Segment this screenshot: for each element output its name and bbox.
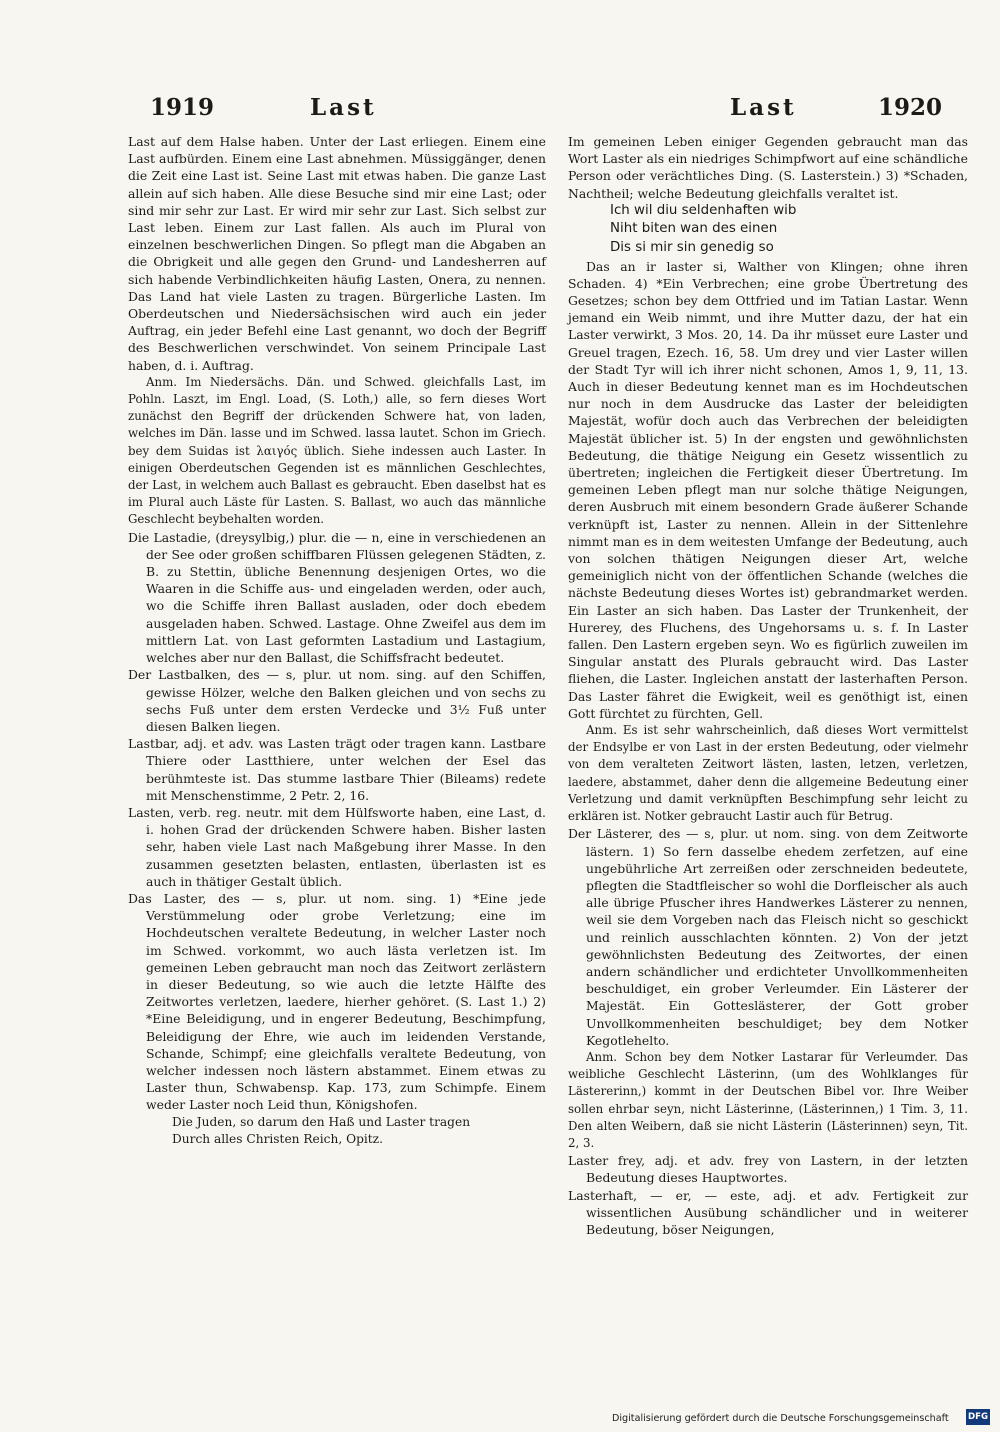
right-column xyxy=(568,133,968,1237)
entry-lasten: Lasten, verb. reg. neutr. mit dem Hülfsworte haben, eine Last, d. i. hohen Grad der drückenden Schwere haben. Bisher lasten sehr, haben viele Last nach Maßgebung ihrer Masse. In den zusammen gesetzten belasten, entlasten, überlasten ist es auch in thätiger Gestalt üblich. xyxy=(128,804,546,889)
entry-laster-continuation: Im gemeinen Leben einiger Gegenden gebraucht man das Wort Laster als ein niedriges Schimpfwort auf eine schändliche Person oder verächtliches Ding. (S. Lasterstein.) 3) *Schaden, Nachtheil; welche Bedeutung gleichfalls veraltet ist. xyxy=(568,134,968,201)
annotation-laster: Anm. Es ist sehr wahrscheinlich, daß dieses Wort vermittelst der Endsylbe er von Last in der ersten Bedeutung, oder vielmehr von dem veralteten Zeitwort lästen, lasten, letzen, verletzen, laedere, abstammet, daher denn die allgemeine Bedeutung einer Verletzung und damit verknüpften Beschimpfung sehr leicht zu erklären ist. Notker gebraucht Lastir auch für Betrug. xyxy=(568,723,968,824)
page-number-right: 1920 xyxy=(877,94,942,121)
entry-lastadie: Die Lastadie, (dreysylbig,) plur. die — n, eine in verschiedenen an der See oder großen schiffbaren Flüssen gelegenen Städten, z. B. zu Stettin, übliche Benennung desjenigen Ortes, wo die Waaren in die Schiffe aus- und eingeladen werden, oder auch, wo die Schiffe ihren Ballast ausladen, oder doch ebedem ausgeladen haben. Schwed. Lastage. Ohne Zweifel aus dem im mittlern Lat. von Last geformten Lastadium und Lastagium, welches aber nur den Ballast, die Schiffsfracht bedeutet. xyxy=(128,529,546,666)
running-headword-right: Last xyxy=(730,94,797,121)
quote-verse-1: Die Juden, so darum den Haß und Laster tragen xyxy=(172,1114,471,1129)
digitization-credit: Digitalisierung gefördert durch die Deutsche Forschungsgemeinschaft xyxy=(612,1413,949,1424)
quote-verse-2: Durch alles Christen Reich, Opitz. xyxy=(172,1131,383,1146)
entry-laster: Das Laster, des — s, plur. ut nom. sing. 1) *Eine jede Verstümmelung oder grobe Verletzung; eine im Hochdeutschen veraltete Bedeutung, in welcher Laster noch im Schwed. vorkommt, wo auch lästa verletzen ist. Im gemeinen Leben gebraucht man noch das Zeitwort zerlästern in dieser Bedeutung, so wie auch die letzte Hälfte des Zeitwortes verletzen, laedere, hierher gehöret. (S. Last 1.) 2) *Eine Beleidigung, und in engerer Bedeutung, Beschimpfung, Beleidigung der Ehre, wie auch im leidenden Verstande, Schande, Schimpf; eine gleichfalls veraltete Bedeutung, von welcher indessen noch lästern abstammet. Einem etwas zu Laster thun, Schwabensp. Kap. 173, zum Schimpfe. Einem weder Laster noch Leid thun, Königshofen. xyxy=(128,890,546,1113)
entry-last-continuation: Last auf dem Halse haben. Unter der Last erliegen. Einem eine Last aufbürden. Einem eine Last abnehmen. Müssiggänger, denen die Zeit eine Last ist. Seine Last mit etwas haben. Die ganze Last allein auf sich haben. Alle diese Besuche sind mir eine Last; oder sind mir sehr zur Last. Er wird mir sehr zur Last. Sich selbst zur Last leben. Einem zur Last fallen. Als auch im Plural von einzelnen beschwerlichen Dingen. So pflegt man die Abgaben an die Obrigkeit und alle gegen den Grund- und Landesherren auf sich habende Verbindlichkeiten häufig Lasten, Onera, zu nennen. Das Land hat viele Lasten zu tragen. Bürgerliche Lasten. Im Oberdeutschen und Niedersächsischen wird auch ein jeder Auftrag, ein jeder Befehl eine Last genannt, wo doch der Begriff des Beschwerlichen verschwindet. Von seinem Principale Last haben, d. i. Auftrag. xyxy=(128,134,546,373)
middle-high-german-verse-3: Dis si mir sin genedig so xyxy=(610,240,774,255)
annotation-laesterer: Anm. Schon bey dem Notker Lastarar für Verleumder. Das weibliche Geschlecht Lästerinn, (um des Wohlklanges für Lästererinn,) kommt in der Deutschen Bibel vor. Ihre Weiber sollen ehrbar seyn, nicht Lästerinne, (Lästerinnen,) 1 Tim. 3, 11. Den alten Weibern, daß sie nicht Lästerin (Lästerinnen) seyn, Tit. 2, 3. xyxy=(568,1049,968,1150)
page-number-left: 1919 xyxy=(150,94,215,121)
entry-lastbar: Lastbar, adj. et adv. was Lasten trägt oder tragen kann. Lastbare Thiere oder Lastthiere, unter welchen der Esel das berühmteste ist. Das stumme lastbare Thier (Bileams) redete mit Menschenstimme, 2 Petr. 2, 16. xyxy=(128,736,546,803)
annotation-last: Anm. Im Niedersächs. Dän. und Schwed. gleichfalls Last, im Pohln. Laszt, im Engl. Load, (S. Loth,) alle, so fern dieses Wort zunächst den Begriff der drückenden Schwere hat, von laden, welches im Dän. lasse und im Schwed. lassa lautet. Schon im Griech. bey dem Suidas ist λαιγός üblich. Siehe indessen auch Laster. In einigen Oberdeutschen Gegenden ist es männlichen Geschlechtes, der Last, in welchem auch Ballast es gebraucht. Eben daselbst hat es im Plural auch Läste für Lasten. S. Ballast, wo auch das männliche Geschlecht beybehalten worden. xyxy=(128,374,546,527)
middle-high-german-verse-2: Niht biten wan des einen xyxy=(610,221,778,237)
dfg-logo: DFG xyxy=(966,1409,990,1425)
entry-lasterhaft: Lasterhaft, — er, — este, adj. et adv. Fertigkeit zur wissentlichen Ausübung schändlicher und in weiterer Bedeutung, böser Neigungen, xyxy=(568,1187,968,1237)
entry-laesterer: Der Lästerer, des — s, plur. ut nom. sing. von dem Zeitworte lästern. 1) So fern dasselbe ehedem zerfetzen, auf eine ungebührliche Art zerreißen oder zerschneiden bedeutete, pflegten die Stadtfleischer so wohl die Dorfleischer als auch alle übrige Pfuscher ihres Handwerkes Lästerer zu nennen, weil sie dem Vorgeben nach das Fleisch nicht so geschickt und reinlich ausschlachten könnten. 2) Von der jetzt gewöhnlichsten Bedeutung des Zeitwortes, der einen andern schändlicher und erdichteter Unvollkommenheiten beschuldiget, ein grober Verleumder. Ein Lästerer der Majestät. Ein Gotteslästerer, der Gott grober Unvollkommenheiten beschuldiget; bey dem Notker Kegotlehelto. xyxy=(568,826,968,1048)
entry-laster-senses: Das an ir laster si, Walther von Klingen; ohne ihren Schaden. 4) *Ein Verbrechen; eine grobe Übertretung des Gesetzes; schon bey dem Ottfried und im Tatian Lastar. Wenn jemand ein Weib nimmt, und ihre Mutter dazu, der hat ein Laster verwirkt, 3 Mos. 20, 14. Da ihr müsset eure Laster und Greuel tragen, Ezech. 16, 58. Um drey und vier Laster willen der Stadt Tyr will ich ihrer nicht schonen, Amos 1, 9, 11, 13. Auch in dieser Bedeutung kennet man es im Hochdeutschen nur noch in dem Ausdrucke das Laster der beleidigten Majestät, wofür doch auch das Verbrechen der beleidigten Majestät üblicher ist. 5) In der engsten und gewöhnlichsten Bedeutung, die thätige Neigung ein Gesetz wissentlich zu übertreten; ingleichen die Fertigkeit dieser Übertretung. Im gemeinen Leben pflegt man nur solche thätige Neigungen, deren Ausbruch mit einem besondern Grade äußerer Schande verknüpft ist, Laster zu nennen. Allein in der Sittenlehre nimmt man es in dem weitesten Umfange der Bedeutung, auch von solchen thätigen Neigungen dieser Art, welche gemeiniglich nicht von der öffentlichen Schande (welches die nächste Bedeutung dieses Wortes ist) gebrandmarket werden. Ein Laster an sich haben. Das Laster der Trunkenheit, der Hurerey, des Fluchens, des Ungehorsams u. s. f. In Laster fallen. Den Lastern ergeben seyn. Wo es figürlich zuweilen im Singular anstatt des Plurals gebraucht wird. Das Laster fliehen, die Laster. Ingleichen anstatt der lasterhaften Person. Das Laster fähret die Ewigkeit, weil es genöthigt ist, einen Gott fürchtet zu fürchten, Gell. xyxy=(568,258,968,721)
entry-lastbalken: Der Lastbalken, des — s, plur. ut nom. sing. auf den Schiffen, gewisse Hölzer, welche den Balken gleichen und von sechs zu sechs Fuß unter dem ersten Verdecke und 3½ Fuß unter diesen Balken liegen. xyxy=(128,667,546,734)
left-column xyxy=(128,133,546,1218)
running-headword-left: Last xyxy=(310,94,377,121)
middle-high-german-verse-1: Ich wil diu seldenhaften wib xyxy=(610,202,797,218)
page-header xyxy=(150,94,942,130)
entry-lasterfrey: Laster frey, adj. et adv. frey von Lastern, in der letzten Bedeutung dieses Hauptwortes. xyxy=(568,1153,968,1186)
